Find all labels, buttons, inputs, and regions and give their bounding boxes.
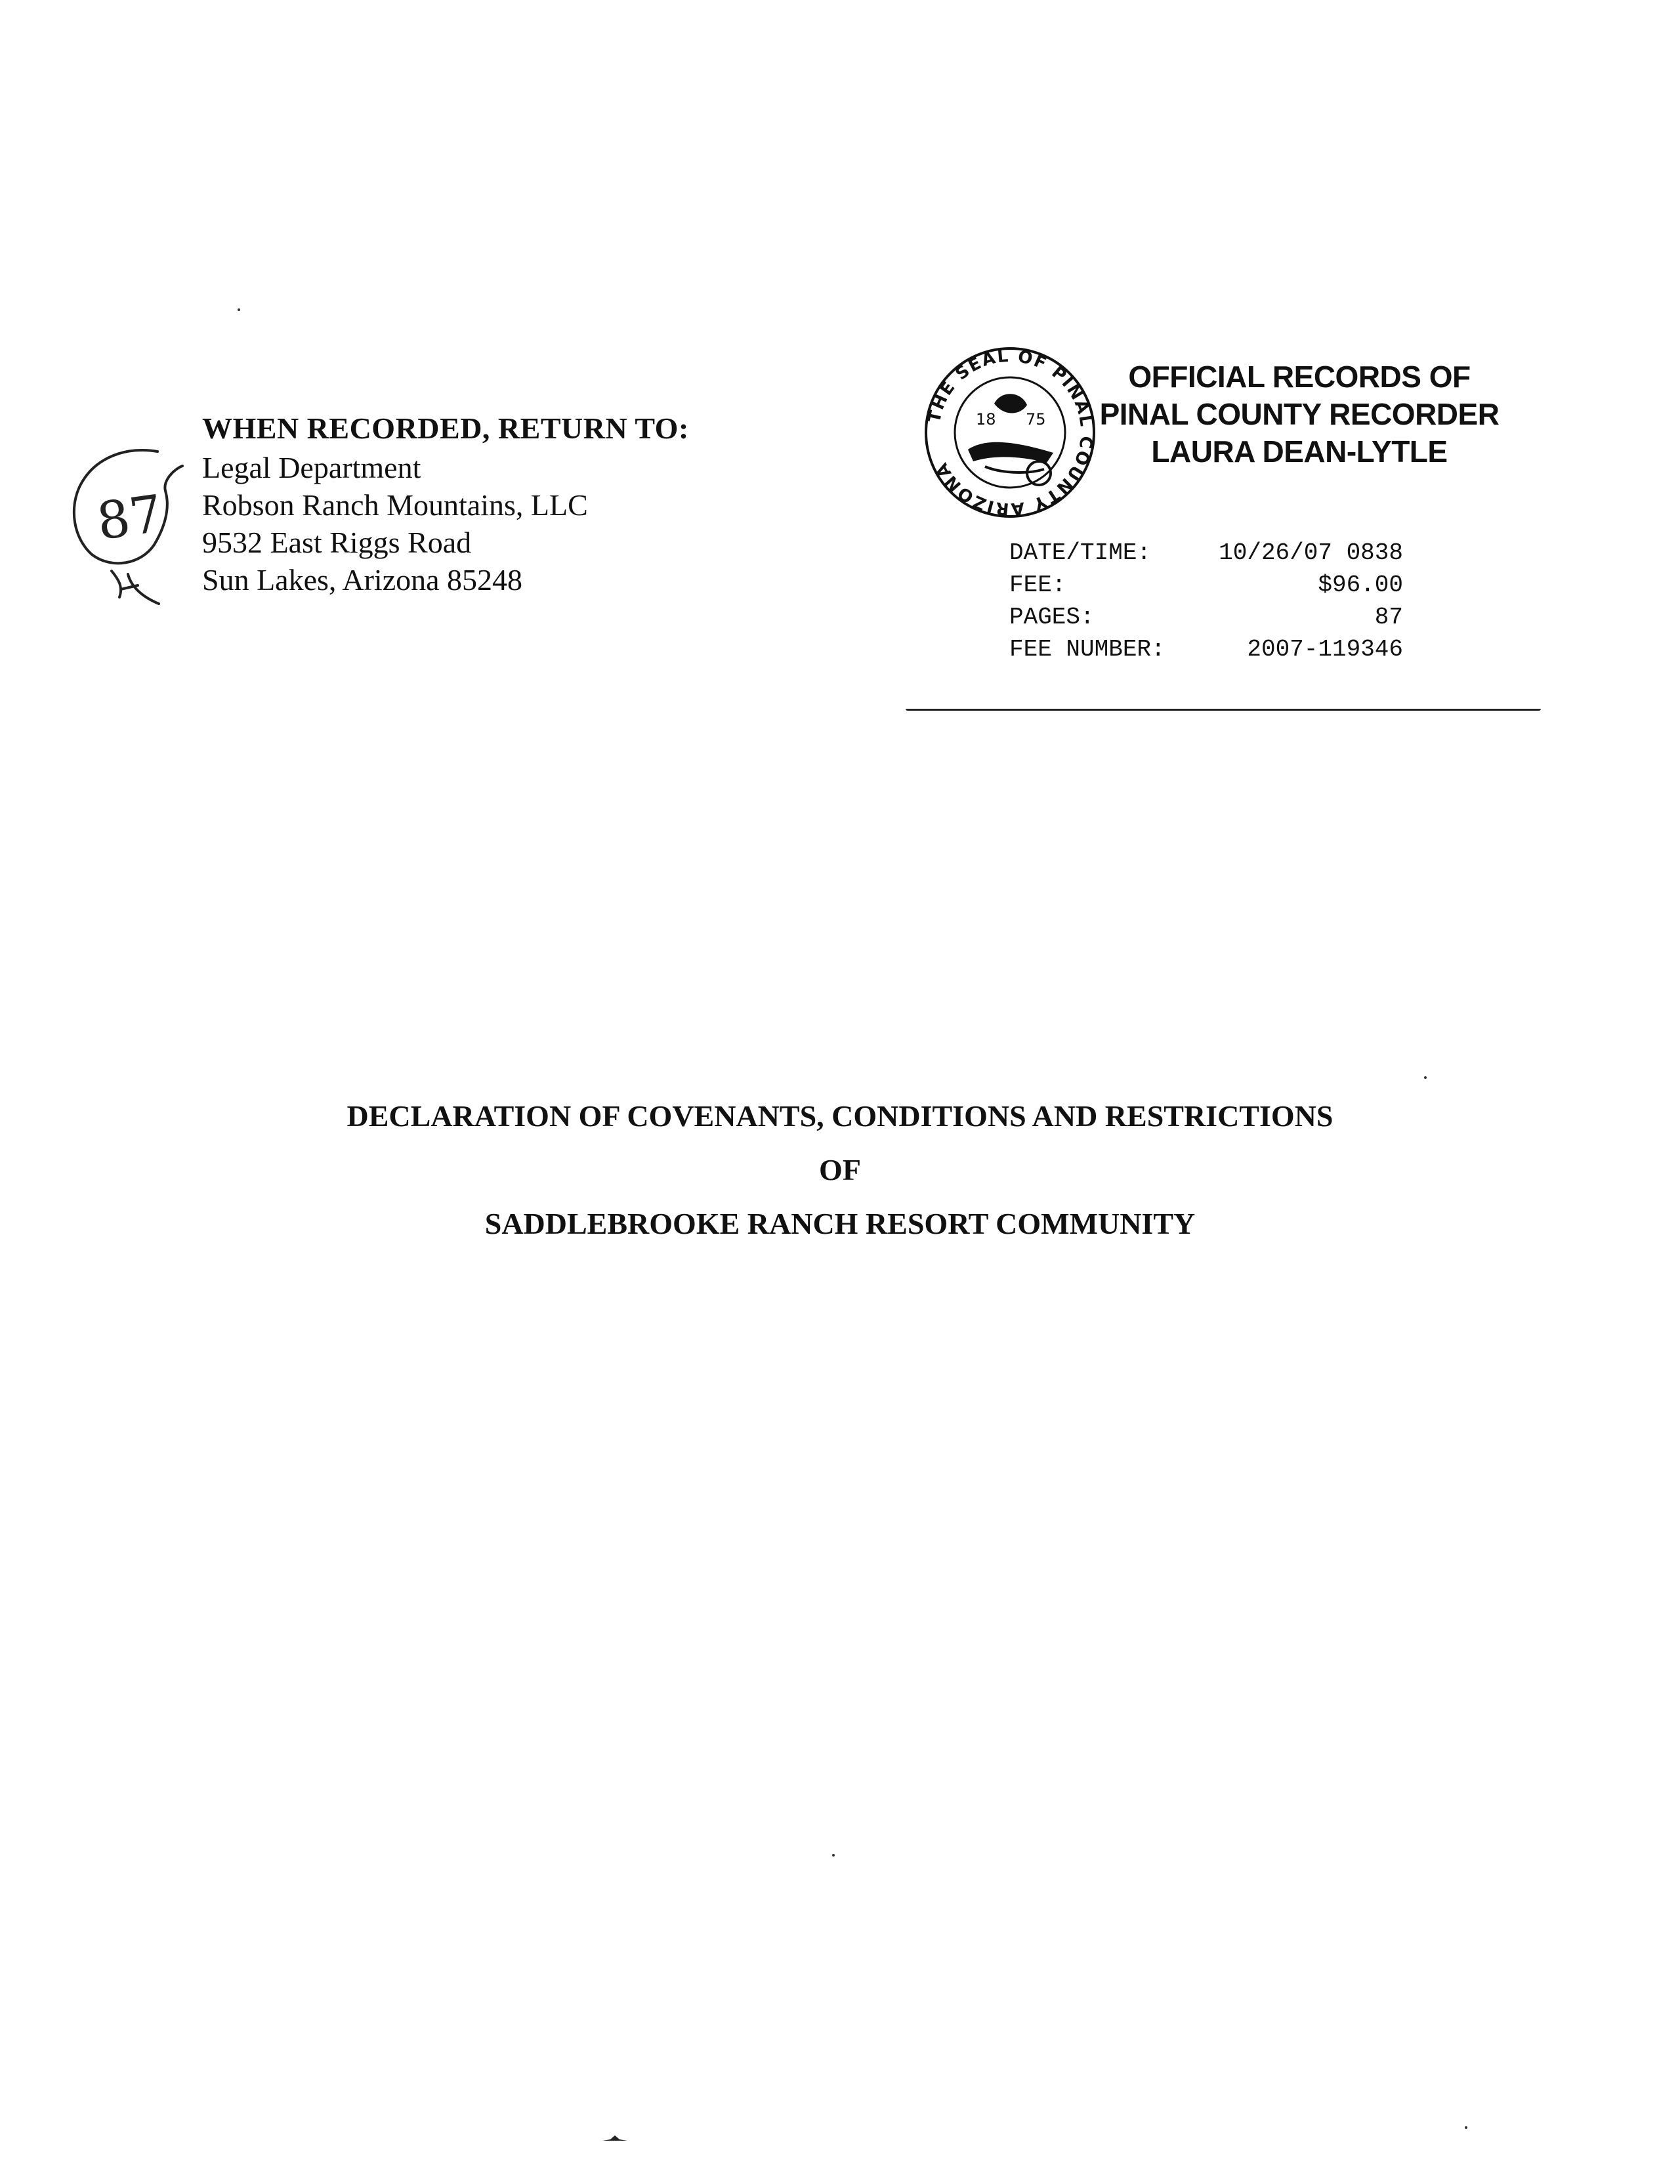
recorder-heading (1076, 358, 1522, 471)
return-heading: WHEN RECORDED, RETURN TO: (202, 411, 689, 445)
recording-info-table (1009, 537, 1403, 665)
scan-speck (238, 308, 240, 311)
recording-row-fee-number (1009, 633, 1403, 665)
recording-value: 10/26/07 0838 (1219, 539, 1403, 566)
recorder-line-1: OFFICIAL RECORDS OF (1128, 360, 1471, 394)
recording-row-pages (1009, 601, 1403, 633)
county-seal-icon (922, 345, 1098, 520)
scan-artifact (602, 2135, 627, 2142)
svg-text:THE SEAL OF PINAL COUNTY ARIZO (925, 346, 1096, 519)
recorder-line-2: PINAL COUNTY RECORDER (1099, 397, 1500, 431)
handwritten-number: 87 (93, 484, 167, 552)
recording-row-fee (1009, 569, 1403, 601)
return-address-block (202, 408, 689, 598)
recording-value: 87 (1374, 604, 1403, 631)
recording-value: 2007-119346 (1247, 636, 1403, 663)
recording-label: DATE/TIME: (1009, 539, 1152, 566)
return-line-department: Legal Department (202, 451, 421, 484)
return-line-company: Robson Ranch Mountains, LLC (202, 488, 588, 522)
seal-ring-text: THE SEAL OF PINAL COUNTY ARIZONA (924, 346, 1097, 519)
title-line-2: OF (819, 1153, 861, 1186)
title-line-3: SADDLEBROOKE RANCH RESORT COMMUNITY (484, 1207, 1196, 1240)
return-line-street: 9532 East Riggs Road (202, 526, 472, 559)
seal-year-right: 75 (1026, 410, 1046, 429)
scan-speck (832, 1854, 835, 1857)
seal-year-left: 18 (976, 410, 996, 429)
title-line-1: DECLARATION OF COVENANTS, CONDITIONS AND RESTRICTIONS (346, 1099, 1334, 1133)
recording-value: $96.00 (1318, 572, 1403, 598)
document-title (0, 1089, 1680, 1251)
recording-row-datetime (1009, 537, 1403, 569)
handwritten-annotation (66, 440, 197, 610)
recording-divider (906, 709, 1541, 711)
recording-label: FEE NUMBER: (1009, 636, 1166, 663)
return-line-city: Sun Lakes, Arizona 85248 (202, 563, 523, 597)
scan-speck (1465, 2126, 1467, 2129)
scan-speck (1424, 1076, 1427, 1079)
recording-label: FEE: (1009, 572, 1066, 598)
recording-label: PAGES: (1009, 604, 1095, 631)
recorder-line-3: LAURA DEAN-LYTLE (1151, 434, 1448, 469)
